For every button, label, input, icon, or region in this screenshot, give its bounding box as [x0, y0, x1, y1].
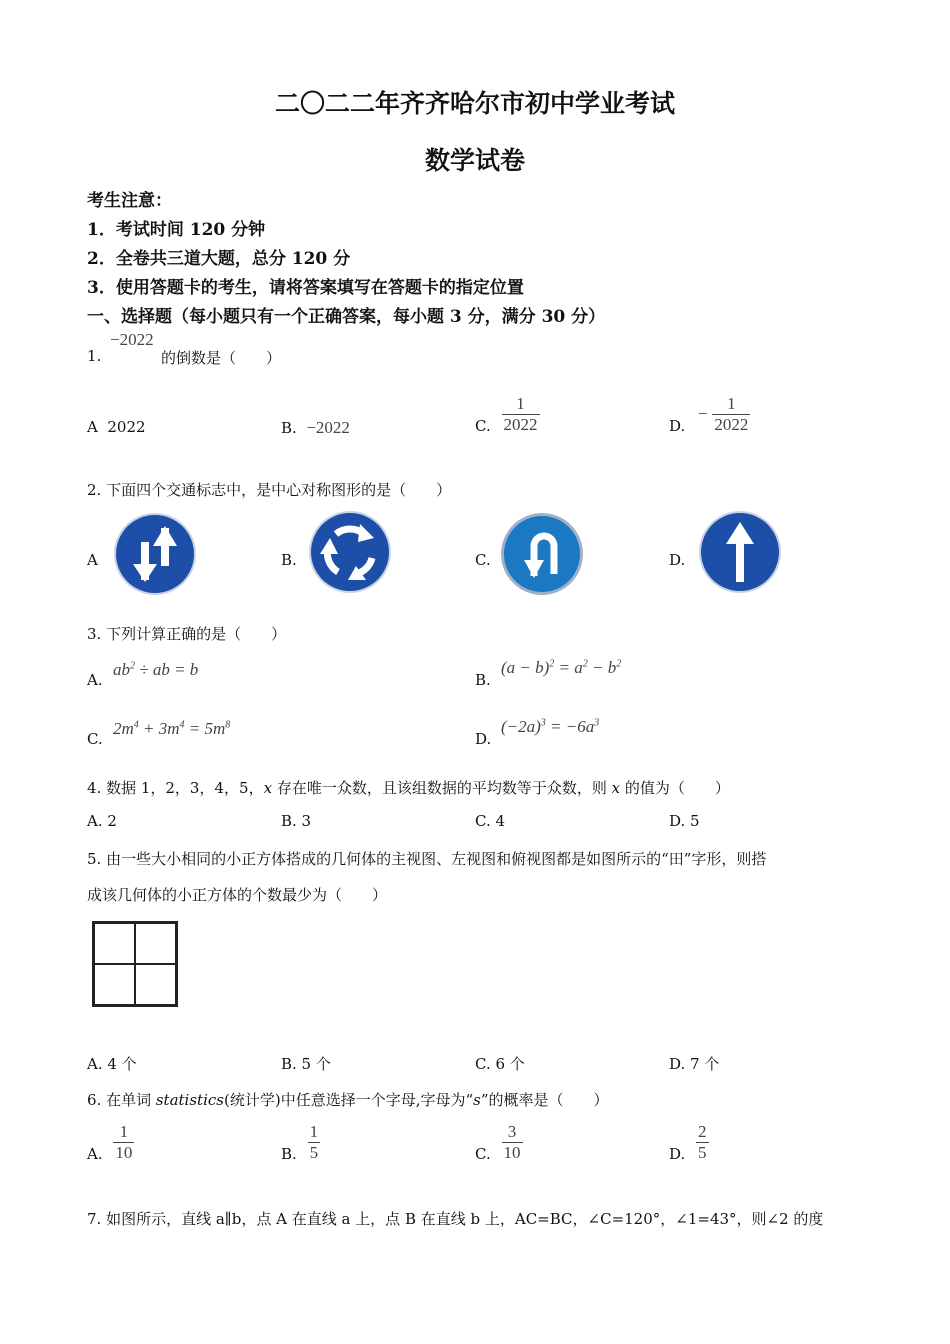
q1-option-c: C. $\frac{1}{2022}$ — [475, 394, 538, 435]
q1-expression: −2022 — [110, 330, 154, 349]
q6-text: 6. 在单词 statistics(统计学)中任意选择一个字母,字母为“s”的概率是（ ） — [87, 1091, 609, 1109]
q4-text: 4. 数据 1，2，3，4，5，x 存在唯一众数，且该组数据的平均数等于众数，则 x 的值为（ ） — [87, 779, 730, 797]
q3-label-a: A. — [87, 671, 103, 689]
page-subtitle: 数学试卷 — [424, 146, 525, 175]
q5-text-line1: 5. 由一些大小相同的小正方体搭成的几何体的主视图、左视图和俯视图都是如图所示的“田”字形，则搭 — [87, 850, 767, 868]
q5-option-c: C. 6 个 — [475, 1055, 525, 1073]
q6-option-a: A. $\frac{1}{10}$ — [87, 1122, 133, 1163]
q4-option-d: D. 5 — [669, 812, 700, 830]
notice-item-1: 1．考试时间 120 分钟 — [87, 220, 266, 240]
q3-option-a-expr: $ab^2$ ÷ ab = b — [113, 660, 199, 679]
section-heading: 一、选择题（每小题只有一个正确答案，每小题 3 分，满分 30 分） — [87, 307, 606, 327]
q1-option-a: A 2022 — [87, 418, 146, 436]
notice-item-2: 2．全卷共三道大题，总分 120 分 — [87, 249, 351, 269]
q1-d-fraction: $\frac{1}{2022}$ — [714, 394, 749, 434]
q1-text: 的倒数是（ ） — [161, 349, 282, 367]
q6-option-c: C. $\frac{3}{10}$ — [475, 1122, 521, 1163]
q3-option-b-expr: $(a - b)^2 = a^2 - b^2$ — [501, 658, 622, 677]
q6-option-b: B. $\frac{1}{5}$ — [281, 1122, 319, 1163]
q3-label-c: C. — [87, 730, 103, 748]
q2-label-b: B. — [281, 551, 297, 569]
notice-heading: 考生注意： — [87, 191, 172, 211]
q5-option-d: D. 7 个 — [669, 1055, 720, 1073]
straight-ahead-sign-icon — [698, 510, 782, 594]
q1-option-b: B. −2022 — [281, 418, 350, 437]
q3-option-c-expr: $2m^4 + 3m^4 = 5m^8$ — [113, 719, 231, 738]
q2-text: 2. 下面四个交通标志中，是中心对称图形的是（ ） — [87, 481, 452, 499]
q3-text: 3. 下列计算正确的是（ ） — [87, 625, 287, 643]
q7-text: 7. 如图所示，直线 a∥b，点 A 在直线 a 上，点 B 在直线 b 上，AC=BC，∠C=120°，∠1=43°，则∠2 的度 — [87, 1210, 824, 1228]
page-title: 二〇二二年齐齐哈尔市初中学业考试 — [274, 89, 675, 118]
q5-option-b: B. 5 个 — [281, 1055, 331, 1073]
q5-option-a: A. 4 个 — [87, 1055, 137, 1073]
q4-option-b: B. 3 — [281, 812, 312, 830]
two-way-traffic-sign-icon — [113, 512, 197, 596]
q2-label-d: D. — [669, 551, 686, 569]
q3-label-b: B. — [475, 671, 491, 689]
u-turn-sign-icon — [500, 512, 584, 596]
q1-number: 1. — [87, 347, 102, 365]
q4-option-c: C. 4 — [475, 812, 506, 830]
q2-label-a: A — [87, 551, 98, 569]
q3-option-d-expr: $(-2a)^3 = -6a^3$ — [501, 717, 600, 736]
tian-grid-figure — [92, 921, 178, 1007]
q1-c-fraction: $\frac{1}{2022}$ — [503, 394, 538, 434]
q2-label-c: C. — [475, 551, 491, 569]
notice-item-3: 3．使用答题卡的考生，请将答案填写在答题卡的指定位置 — [87, 278, 524, 298]
q4-option-a: A. 2 — [87, 812, 117, 830]
q1-option-d: D. − $\frac{1}{2022}$ — [669, 394, 749, 435]
q3-label-d: D. — [475, 730, 492, 748]
roundabout-sign-icon — [308, 510, 392, 594]
q5-text-line2: 成该几何体的小正方体的个数最少为（ ） — [87, 886, 388, 904]
q6-option-d: D. $\frac{2}{5}$ — [669, 1122, 707, 1163]
